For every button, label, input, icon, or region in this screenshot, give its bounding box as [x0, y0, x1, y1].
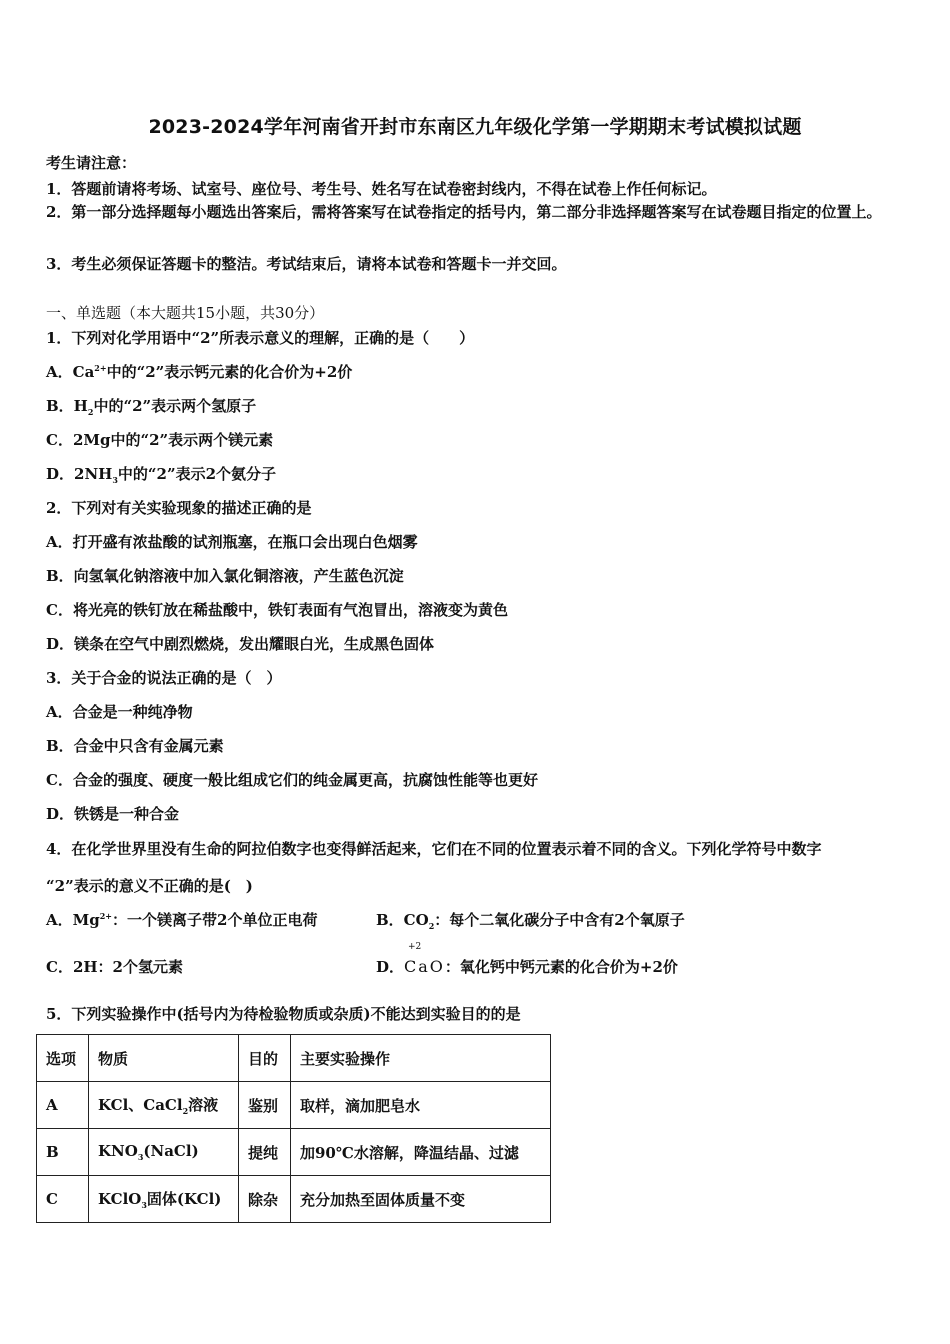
row-goal: 鉴别: [239, 1082, 291, 1129]
substance-post: 固体(KCl): [146, 1190, 222, 1208]
table-header-row: [37, 1035, 551, 1082]
q1-option-b: [46, 395, 256, 417]
q4-a-text: ：一个镁离子带2个单位正电荷: [112, 911, 318, 929]
notice-item-3: 3．考生必须保证答题卡的整洁。考试结束后，请将本试卷和答题卡一并交回。: [46, 255, 567, 273]
table-row: [37, 1129, 551, 1176]
q2-stem: 2．下列对有关实验现象的描述正确的是: [46, 499, 312, 517]
row-substance: [89, 1082, 239, 1129]
row-operation: 加90℃水溶解，降温结晶、过滤: [291, 1129, 551, 1176]
header-substance: 物质: [89, 1035, 239, 1082]
q1-a-prefix: A．Ca: [46, 363, 95, 381]
q3-stem: 3．关于合金的说法正确的是（ ）: [46, 669, 282, 687]
row-goal: 除杂: [239, 1176, 291, 1223]
substance-pre: KClO: [98, 1190, 142, 1208]
row-substance: [89, 1129, 239, 1176]
substance-post: 溶液: [188, 1096, 219, 1114]
q1-d-subscript: 3: [112, 475, 118, 485]
substance-pre: KCl、CaCl: [98, 1096, 183, 1114]
q3-option-c: C．合金的强度、硬度一般比组成它们的纯金属更高，抗腐蚀性能等也更好: [46, 771, 538, 789]
q1-d-prefix: D．2NH: [46, 465, 113, 483]
row-goal: 提纯: [239, 1129, 291, 1176]
substance-pre: KNO: [98, 1142, 138, 1160]
q4-a-charge: 2+: [99, 911, 113, 921]
q1-stem: 1．下列对化学用语中“2”所表示意义的理解，正确的是（ ）: [46, 329, 475, 347]
notice-item-1: 1．答题前请将考场、试室号、座位号、考生号、姓名写在试卷密封线内，不得在试卷上作任何标记。: [46, 180, 717, 198]
row-option: C: [37, 1176, 89, 1223]
q4-b-text: ：每个二氧化碳分子中含有2个氧原子: [434, 911, 685, 929]
notice-item-2: 2．第一部分选择题每小题选出答案后，需将答案写在试卷指定的括号内，第二部分非选择题答案写在试卷题目指定的位置上。: [46, 203, 882, 221]
substance-subscript: 3: [141, 1200, 147, 1210]
q4-option-b: [376, 909, 685, 931]
q4-b-subscript: 2: [428, 921, 435, 931]
q1-a-charge: 2+: [94, 363, 107, 373]
row-substance: [89, 1176, 239, 1223]
q2-option-c: C．将光亮的铁钉放在稀盐酸中，铁钉表面有气泡冒出，溶液变为黄色: [46, 601, 508, 619]
q1-a-text: 中的“2”表示钙元素的化合价为+2价: [106, 363, 353, 381]
q3-option-a: A．合金是一种纯净物: [46, 703, 193, 721]
q4-d-prefix: D．: [376, 958, 405, 976]
substance-subscript: 3: [137, 1152, 144, 1162]
q4-d-formula: CaO: [404, 957, 445, 976]
row-operation: 取样，滴加肥皂水: [291, 1082, 551, 1129]
q4-stem-line2: “2”表示的意义不正确的是( ): [46, 877, 253, 895]
q1-b-text: 中的“2”表示两个氢原子: [93, 397, 257, 415]
page-title: 2023-2024学年河南省开封市东南区九年级化学第一学期期末考试模拟试题: [148, 116, 802, 138]
q2-option-b: B．向氢氧化钠溶液中加入氯化铜溶液，产生蓝色沉淀: [46, 567, 404, 585]
q4-option-d: [376, 956, 678, 977]
row-option: B: [37, 1129, 89, 1176]
q1-option-a: [46, 361, 352, 382]
q4-option-a: [46, 909, 317, 930]
table-row: [37, 1082, 551, 1129]
q4-d-text: ：氧化钙中钙元素的化合价为+2价: [444, 958, 678, 976]
q5-stem: 5．下列实验操作中(括号内为待检验物质或杂质)不能达到实验目的的是: [46, 1005, 521, 1023]
q1-d-text: 中的“2”表示2个氨分子: [117, 465, 277, 483]
q1-option-d: [46, 463, 276, 485]
q1-b-subscript: 2: [87, 407, 94, 417]
header-goal: 目的: [239, 1035, 291, 1082]
notice-heading: 考生请注意：: [46, 154, 137, 172]
q4-option-c: C．2H：2个氢元素: [46, 958, 183, 976]
section-heading: 一、单选题（本大题共15小题，共30分）: [46, 304, 325, 322]
q4-valence-mark: +2: [408, 942, 422, 952]
header-operation: 主要实验操作: [291, 1035, 551, 1082]
table-row: [37, 1176, 551, 1223]
q2-option-a: A．打开盛有浓盐酸的试剂瓶塞，在瓶口会出现白色烟雾: [46, 533, 418, 551]
q4-b-prefix: B．CO: [376, 911, 429, 929]
substance-subscript: 2: [182, 1106, 189, 1116]
row-option: A: [37, 1082, 89, 1129]
q1-b-prefix: B．H: [46, 397, 88, 415]
q2-option-d: D．镁条在空气中剧烈燃烧，发出耀眼白光，生成黑色固体: [46, 635, 435, 653]
substance-post: (NaCl): [143, 1142, 199, 1160]
row-operation: 充分加热至固体质量不变: [291, 1176, 551, 1223]
q4-a-prefix: A．Mg: [46, 911, 100, 929]
experiment-table: [36, 1034, 551, 1223]
q1-option-c: C．2Mg中的“2”表示两个镁元素: [46, 431, 274, 449]
header-option: 选项: [37, 1035, 89, 1082]
q3-option-d: D．铁锈是一种合金: [46, 805, 180, 823]
q3-option-b: B．合金中只含有金属元素: [46, 737, 224, 755]
q4-stem-line1: 4．在化学世界里没有生命的阿拉伯数字也变得鲜活起来，它们在不同的位置表示着不同的含义。下列化学符号中数字: [46, 840, 822, 858]
